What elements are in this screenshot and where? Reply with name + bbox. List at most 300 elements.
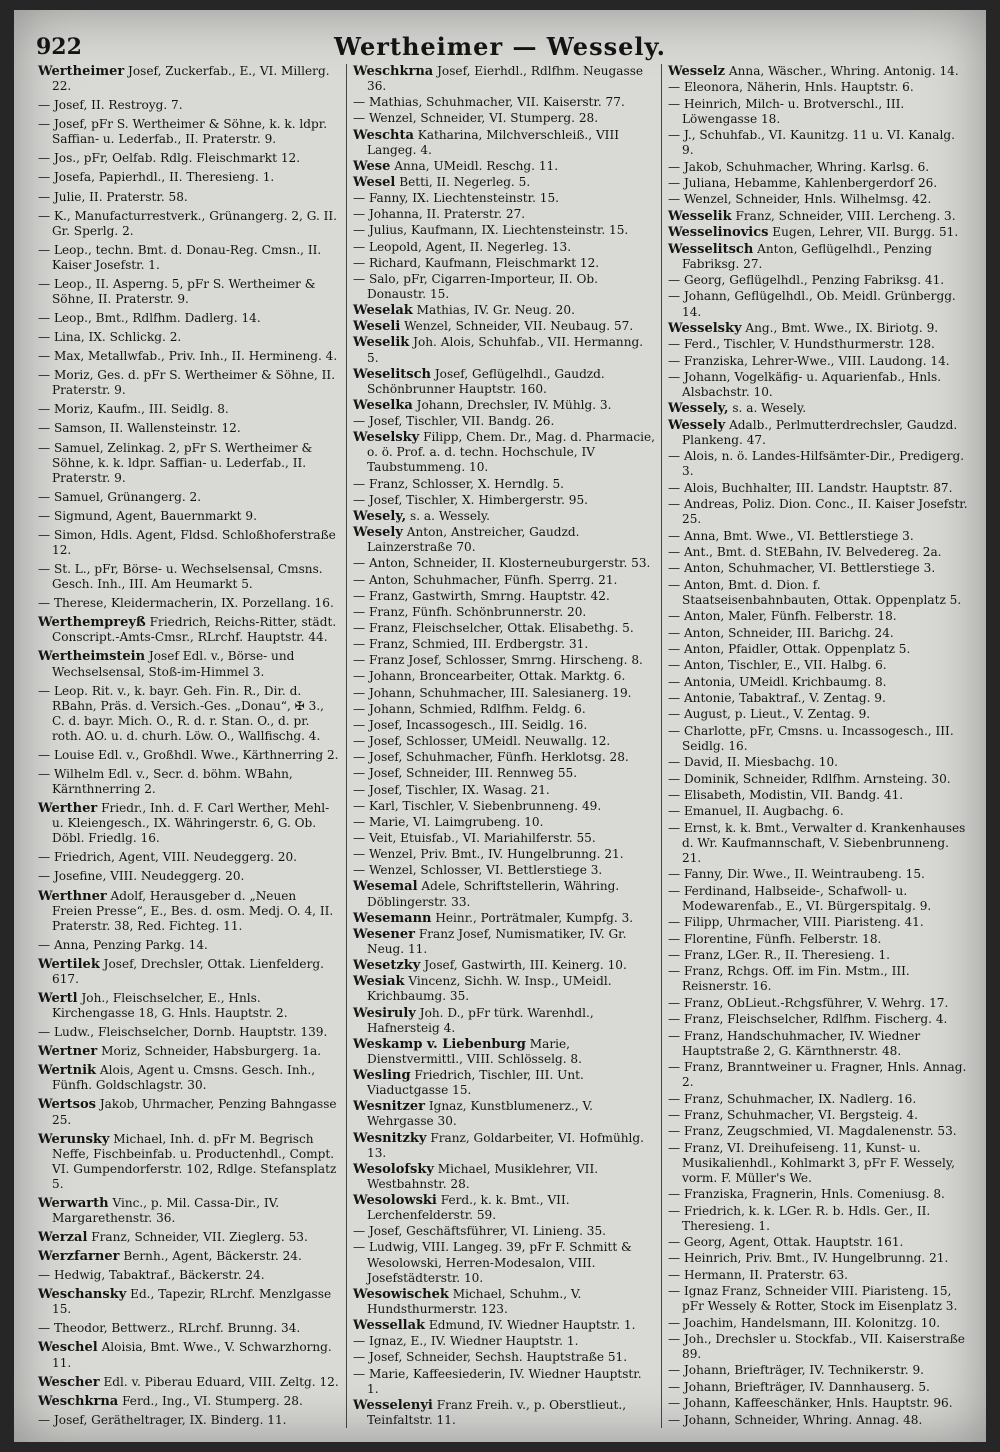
entry-text: — Franz, Fleischselcher, Rdlfhm. Fischerg. 4. [668,1012,948,1027]
entry-text: — Anton, Schneider, II. Klosterneuburgerstr. 53. [353,556,651,571]
entry-text: Eugen, Lehrer, VII. Burgg. 51. [768,225,959,240]
entry-text: — Franz, Schuhmacher, IX. Nadlerg. 16. [668,1091,917,1106]
directory-entry [668,1060,970,1090]
directory-entry [668,289,970,319]
directory-entry [38,1249,340,1264]
directory-entry [38,368,340,398]
directory-entry [668,1251,970,1266]
directory-entry [668,1413,970,1428]
directory-entry [353,1318,655,1333]
directory-entry [668,1092,970,1107]
entry-text: — Johann, Briefträger, IV. Technikerstr. 9. [668,1363,924,1378]
entry-text: Joh. Alois, Schuhfab., VII. Hermanng. 5. [367,335,644,365]
directory-entry [668,209,970,224]
directory-entry [668,529,970,544]
directory-entry [353,223,655,238]
entry-text: — Josef, Schuhmacher, Fünfh. Herklotsg. 28. [353,750,629,765]
directory-entry [38,1230,340,1245]
directory-entry [38,596,340,611]
directory-entry [353,1367,655,1397]
directory-entry [353,1287,655,1317]
directory-entry [668,1124,970,1139]
entry-text: — Josef, Schlosser, UMeidl. Neuwallg. 12. [353,734,611,749]
entry-surname: Wertl [38,990,78,1006]
entry-surname: Weschkrna [38,1393,119,1409]
entry-text: — Johann, Schmied, Rdlfhm. Feldg. 6. [353,701,586,716]
directory-entry [353,637,655,652]
entry-surname: Weschansky [38,1287,127,1303]
entry-text: Adolf, Herausgeber d. „Neuen Freien Presse“, E., Bes. d. osm. Medj. O. 4, II. Praterstr. 38, Red. Fichteg. 11. [52,888,334,933]
entry-text: — Wenzel, Schneider, VI. Stumperg. 28. [353,111,599,126]
directory-entry [353,272,655,302]
entry-text: — Franziska, Lehrer-Wwe., VIII. Laudong. 14. [668,353,950,368]
entry-text: — Ernst, k. k. Bmt., Verwalter d. Krankenhauses d. Wr. Kaufmannschaft, V. Siebenbrunneng. 21. [668,820,966,865]
entry-surname: Weselsky [353,430,420,446]
directory-entry [353,702,655,717]
directory-entry [668,932,970,947]
entry-surname: Wesiruly [353,1005,416,1021]
directory-entry [353,879,655,909]
directory-entry [353,493,655,508]
entry-text: — Fanny, IX. Liechtensteinstr. 15. [353,191,560,206]
entry-text: — Wilhelm Edl. v., Secr. d. böhm. WBahn, Kärnthnerring 2. [38,766,293,797]
entry-text: — Samuel, Grünangerg. 2. [38,489,202,504]
directory-entry [668,675,970,690]
entry-text: — Marie, VI. Laimgrubeng. 10. [353,814,544,829]
entry-text: — Franz, Fleischselcher, Ottak. Elisabethg. 5. [353,620,634,635]
entry-surname: Wesselz [668,64,726,79]
entry-text: — Ludw., Fleischselcher, Dornb. Hauptstr. 139. [38,1025,328,1040]
directory-entry [668,642,970,657]
entry-text: — Andreas, Poliz. Dion. Conc., II. Kaiser Josefstr. 25. [668,497,968,527]
entry-text: Jakob, Uhrmacher, Penzing Bahngasse 25. [52,1097,337,1127]
directory-entry [668,128,970,158]
entry-text: — Therese, Kleidermacherin, IX. Porzellang. 16. [38,596,334,611]
directory-entry [668,242,970,272]
directory-entry [353,525,655,555]
directory-entry [668,80,970,95]
directory-entry [668,1332,970,1362]
entry-text: — Anna, Penzing Parkg. 14. [38,937,208,952]
directory-entry [353,1334,655,1349]
entry-text: Edmund, IV. Wiedner Hauptstr. 1. [425,1318,636,1333]
entry-text: Anna, Wäscher., Whring. Antonig. 14. [725,64,959,78]
directory-entry [668,225,970,240]
directory-entry [668,658,970,673]
entry-text: Marie, Dienstvermittl., VIII. Schlösselg. 8. [367,1036,582,1066]
entry-text: Katharina, Milchverschleiß., VIII Langeg. 4. [367,127,620,157]
entry-text: — Wenzel, Schlosser, VI. Bettlerstiege 3. [353,863,603,878]
directory-entry [38,957,340,987]
directory-entry [353,718,655,733]
directory-entry [353,64,655,94]
entry-text: — Ignaz, E., IV. Wiedner Hauptstr. 1. [353,1334,579,1349]
directory-entry [353,958,655,973]
directory-entry [353,159,655,174]
directory-entry [353,335,655,365]
entry-surname: Wescher [38,1374,100,1390]
entry-surname: Wesling [353,1068,411,1084]
entry-text: Aloisia, Bmt. Wwe., V. Schwarzhorng. 11. [52,1340,332,1370]
directory-entry [668,1187,970,1202]
entry-surname: Wesselinovics [668,225,769,241]
entry-text: — Anton, Bmt. d. Dion. f. Staatseisenbahnbauten, Ottak. Oppenplatz 5. [668,577,962,607]
entry-text: — Josef, Schneider, Sechsh. Hauptstraße 51. [353,1350,628,1365]
entry-text: — J., Schuhfab., VI. Kaunitzg. 11 u. VI. Kanalg. 9. [668,128,955,158]
directory-entry [668,449,970,479]
directory-entry [353,653,655,668]
entry-text: Josef, Geflügelhdl., Gaudzd. Schönbrunner Hauptstr. 160. [367,366,605,396]
entry-text: — David, II. Miesbachg. 10. [668,755,839,770]
entry-text: Friedrich, Reichs-Ritter, städt. Conscript.-Amts-Cmsr., RLrchf. Hauptstr. 44. [52,615,337,645]
entry-text: Franz Josef, Numismatiker, IV. Gr. Neug. 11. [367,926,627,956]
entry-text: — Dominik, Schneider, Rdlfhm. Arnsteing. 30. [668,771,951,786]
directory-entry [38,1268,340,1283]
directory-entry [353,367,655,397]
entry-text: — Richard, Kaufmann, Fleischmarkt 12. [353,255,600,270]
entry-text: — Johann, Vogelkäfig- u. Aquarienfab., Hnls. Alsbachstr. 10. [668,370,942,400]
directory-entry [38,402,340,417]
directory-entry [38,869,340,884]
directory-entry [353,414,655,429]
entry-text: — Florentine, Fünfh. Felberstr. 18. [668,931,882,946]
entry-text: — Anton, Pfaidler, Ottak. Oppenplatz 5. [668,641,911,656]
entry-surname: Wertner [38,1044,98,1060]
entry-text: — Johann, Briefträger, IV. Dannhauserg. 5. [668,1379,930,1394]
entry-surname: Wesowischek [353,1286,449,1302]
entry-text: — Leop., II. Asperng. 5, pFr S. Wertheimer & Söhne, II. Praterstr. 9. [38,276,316,306]
entry-text: — Joh., Drechsler u. Stockfab., VII. Kaiserstraße 89. [668,1332,965,1362]
entry-surname: Wesetzky [353,958,421,974]
entry-surname: Weselka [353,397,413,413]
entry-text: — Johann, Schuhmacher, III. Salesianerg. 19. [353,685,632,700]
directory-entry [668,915,970,930]
directory-entry [38,311,340,326]
entry-text: — Antonie, Tabaktraf., V. Zentag. 9. [668,691,886,706]
directory-entry [668,1141,970,1186]
entry-text: Vincenz, Sichh. W. Insp., UMeidl. Krichbaumg. 35. [367,974,612,1004]
directory-entry [668,1012,970,1027]
entry-surname: Wesselitsch [668,241,754,257]
directory-entry [668,884,970,914]
entry-text: Ferd., k. k. Bmt., VII. Lerchenfelderstr. 59. [367,1193,570,1223]
directory-entry [353,847,655,862]
entry-text: — Franz, Gastwirth, Smrng. Hauptstr. 42. [353,588,610,603]
directory-entry [668,964,970,994]
directory-entry [353,1193,655,1223]
directory-entry [668,497,970,527]
entry-text: — Franz, VI. Dreihufeiseng. 11, Kunst- u. Musikalienhdl., Kohlmarkt 3, pFr F. Wessely, vorm. F. Müller's We. [668,1140,955,1185]
entry-surname: Wesely, [353,508,407,524]
directory-entry [353,509,655,524]
directory-entry [353,589,655,604]
directory-entry [668,804,970,819]
entry-surname: Weselitsch [353,366,431,382]
directory-entry [353,319,655,334]
directory-entry [38,277,340,307]
directory-entry [668,418,970,448]
directory-entry [668,948,970,963]
entry-surname: Werther [38,801,98,817]
entry-text: — Josef, Geschäftsführer, VI. Linieng. 35. [353,1224,606,1239]
entry-text: — Ant., Bmt. d. StEBahn, IV. Belvedereg. 2a. [668,545,942,559]
entry-text: — Fanny, Dir. Wwe., II. Weintraubeng. 15. [668,867,925,882]
directory-entry [353,477,655,492]
entry-text: — Louise Edl. v., Großhdl. Wwe., Kärthnerring 2. [38,747,339,762]
directory-entry [38,330,340,345]
entry-surname: Wesemal [353,879,418,895]
directory-entry [38,1025,340,1040]
entry-text: — Anton, Schneider, III. Barichg. 24. [668,625,894,640]
directory-entry [353,815,655,830]
directory-entry [353,669,655,684]
directory-entry [353,1240,655,1285]
directory-entry [668,160,970,175]
entry-text: — Franz, Branntweiner u. Fragner, Hnls. Annag. 2. [668,1060,967,1090]
entry-surname: Wesiak [353,974,405,990]
directory-entry [353,911,655,926]
directory-entry [668,755,970,770]
entry-text: Filipp, Chem. Dr., Mag. d. Pharmacie, o. ö. Prof. a. d. techn. Hochschule, IV Taubstummeng. 10. [367,430,655,475]
entry-text: — Julie, II. Praterstr. 58. [38,189,188,204]
directory-entry [353,95,655,110]
entry-text: — Franz, ObLieut.-Rchgsführer, V. Wehrg. 17. [668,995,949,1010]
directory-entry [38,421,340,436]
directory-entry [38,349,340,364]
entry-text: — Josef, Schneider, III. Rennweg 55. [353,766,578,781]
entry-text: — Charlotte, pFr, Cmsns. u. Incassogesch., III. Seidlg. 16. [668,723,954,753]
entry-surname: Wese [353,158,391,174]
directory-entry [38,509,340,524]
entry-surname: Weselak [353,303,413,319]
directory-entry [353,398,655,413]
directory-entry [38,1063,340,1093]
entry-text: — Johann, Broncearbeiter, Ottak. Marktg. 6. [353,669,626,684]
directory-entry [38,938,340,953]
directory-entry [353,175,655,190]
directory-entry [668,97,970,127]
column-left [32,64,346,1428]
entry-text: Joh. D., pFr türk. Warenhdl., Hafnersteig 4. [367,1005,594,1035]
directory-entry [668,64,970,79]
entry-text: Josef, Zuckerfab., E., VI. Millerg. 22. [52,64,330,94]
entry-text: Alois, Agent u. Cmsns. Gesch. Inh., Fünfh. Goldschlagstr. 30. [52,1063,316,1093]
entry-text: — Filipp, Uhrmacher, VIII. Piaristeng. 41. [668,915,924,930]
entry-surname: Wertnik [38,1063,97,1079]
entry-text: — Johanna, II. Praterstr. 27. [353,207,526,222]
directory-entry [38,649,340,679]
entry-text: — Joachim, Handelsmann, III. Kolonitzg. 10. [668,1315,941,1330]
directory-entry [38,684,340,744]
entry-text: Josef, Gastwirth, III. Keinerg. 10. [420,958,627,973]
entry-text: — Salo, pFr, Cigarren-Importeur, II. Ob. Donaustr. 15. [353,271,598,301]
directory-entry [668,1108,970,1123]
entry-text: Moriz, Schneider, Habsburgerg. 1a. [97,1044,322,1059]
entry-text: Friedrich, Tischler, III. Unt. Viaductgasse 15. [367,1068,584,1098]
entry-surname: Wesselsky [668,320,742,336]
entry-text: — Eleonora, Näherin, Hnls. Hauptstr. 6. [668,80,914,95]
directory-entry [668,192,970,207]
entry-text: — Josef, pFr S. Wertheimer & Söhne, k. k. ldpr. Saffian- u. Lederfab., II. Praterstr. 9. [38,117,328,147]
entry-text: — Franz, Fünfh. Schönbrunnerstr. 20. [353,604,587,619]
entry-text: — Moriz, Kaufm., III. Seidlg. 8. [38,402,229,417]
entry-surname: Wessellak [353,1318,426,1334]
entry-text: — Johann, Schneider, Whring. Annag. 48. [668,1412,923,1427]
directory-entry [38,1321,340,1336]
entry-text: — Friedrich, Agent, VIII. Neudeggerg. 20. [38,850,298,865]
entry-text: Michael, Musiklehrer, VII. Westbahnstr. 28. [367,1161,599,1191]
directory-entry [668,370,970,400]
directory-entry [668,626,970,641]
directory-entry [668,707,970,722]
entry-text: Adalb., Perlmutterdrechsler, Gaudzd. Plankeng. 47. [682,417,958,447]
entry-text: Anton, Anstreicher, Gaudzd. Lainzerstraße 70. [367,525,580,555]
directory-entry [353,111,655,126]
directory-entry [38,850,340,865]
directory-entry [38,243,340,273]
entry-text: — Samson, II. Wallensteinstr. 12. [38,421,241,436]
entry-text: — Antonia, UMeidl. Krichbaumg. 8. [668,674,887,689]
entry-text: — Marie, Kaffeesiederin, IV. Wiedner Hauptstr. 1. [353,1366,642,1396]
entry-text: — Wenzel, Schneider, Hnls. Wilhelmsg. 42. [668,192,932,207]
entry-text: — K., Manufacturrestverk., Grünangerg. 2, G. II. Gr. Sperlg. 2. [38,208,338,238]
directory-entry [38,190,340,205]
directory-entry [38,1196,340,1226]
entry-text: Vinc., p. Mil. Cassa-Dir., IV. Margarethenstr. 36. [52,1195,280,1225]
directory-entry [38,528,340,558]
entry-text: — August, p. Lieut., V. Zentag. 9. [668,707,871,722]
directory-entry [668,821,970,866]
directory-entry [38,117,340,147]
directory-entry [353,1037,655,1067]
directory-entry [353,1350,655,1365]
entry-surname: Werwarth [38,1195,109,1211]
directory-entry [668,867,970,882]
entry-text: — Anton, Maler, Fünfh. Felberstr. 18. [668,609,897,624]
directory-entry [668,481,970,496]
entry-text: — Elisabeth, Modistin, VII. Bandg. 41. [668,788,904,803]
directory-entry [38,889,340,934]
entry-text: Franz, Schneider, VII. Zieglerg. 53. [87,1230,308,1245]
entry-text: Anton, Geflügelhdl., Penzing Fabriksg. 27. [682,241,932,271]
entry-text: Betti, II. Negerleg. 5. [395,174,531,189]
entry-text: — Julius, Kaufmann, IX. Liechtensteinstr. 15. [353,223,629,238]
entry-surname: Wertheimer [38,64,125,79]
entry-text: — Ludwig, VIII. Langeg. 39, pFr F. Schmitt & Wesolowski, Herren-Modesalon, VIII. Josefstädterstr. 10. [353,1240,632,1285]
entry-text: Edl. v. Piberau Eduard, VIII. Zeltg. 12. [99,1374,339,1389]
directory-entry [38,1287,340,1317]
entry-text: Josef, Drechsler, Ottak. Lienfelderg. 617. [52,956,324,986]
entry-text: — Josef, Tischler, VII. Bandg. 26. [353,414,555,429]
entry-text: — Johann, Kaffeeschänker, Hnls. Hauptstr. 96. [668,1396,953,1411]
directory-entry [353,128,655,158]
entry-text: — Ferdinand, Halbseide-, Schafwoll- u. Modewarenfab., E., VI. Bürgerspitalg. 9. [668,883,932,913]
directory-entry [38,767,340,797]
entry-text: — Simon, Hdls. Agent, Fldsd. Schloßhoferstraße 12. [38,527,336,557]
directory-entry [38,748,340,763]
entry-text: — Samuel, Zelinkag. 2, pFr S. Wertheimer & Söhne, k. k. ldpr. Saffian- u. Lederfab., II. Praterstr. 9. [38,440,313,485]
directory-entry [668,1029,970,1059]
directory-entry [353,1162,655,1192]
entry-text: — Wenzel, Priv. Bmt., IV. Hungelbrunng. 21. [353,847,624,862]
entry-text: s. a. Wesely. [728,401,807,416]
entry-surname: Weseli [353,319,401,335]
directory-entry [38,441,340,486]
entry-text: — Alois, n. ö. Landes-Hilfsämter-Dir., Predigerg. 3. [668,449,965,479]
directory-entry [38,1340,340,1370]
entry-text: — Leop., Bmt., Rdlfhm. Dadlerg. 14. [38,311,261,326]
entry-text: Mathias, IV. Gr. Neug. 20. [412,303,575,318]
entry-surname: Weschta [353,127,414,143]
directory-entry [353,766,655,781]
entry-text: — Theodor, Bettwerz., RLrchf. Brunng. 34. [38,1321,301,1336]
entry-text: — Ferd., Tischler, V. Hundsthurmerstr. 128. [668,337,935,352]
directory-entry [668,609,970,624]
entry-surname: Weschkrna [353,64,434,79]
entry-text: Josef, Eierhdl., Rdlfhm. Neugasse 36. [367,64,644,94]
entry-surname: Weskamp v. Liebenburg [353,1036,526,1052]
entry-text: — Heinrich, Priv. Bmt., IV. Hungelbrunng. 21. [668,1251,949,1266]
entry-text: — Anton, Tischler, E., VII. Halbg. 6. [668,658,887,673]
entry-text: — Friedrich, k. k. LGer. R. b. Hdls. Ger., II. Theresieng. 1. [668,1203,931,1233]
directory-entry [353,863,655,878]
entry-text: Josef Edl. v., Börse- und Wechselsensal, Stoß-im-Himmel 3. [52,649,295,679]
directory-entry [668,1316,970,1331]
entry-text: — Josefine, VIII. Neudeggerg. 20. [38,869,245,884]
entry-text: — Josef, Incassogesch., III. Seidlg. 16. [353,717,588,732]
entry-text: Friedr., Inh. d. F. Carl Werther, Mehl- u. Kleiengesch., IX. Währingerstr. 6, G. Ob. Döbl. Friedlg. 16. [52,801,330,846]
directory-entry [353,799,655,814]
entry-surname: Wesolofsky [353,1161,434,1177]
directory-entry [668,561,970,576]
entry-surname: Werzal [38,1230,88,1246]
directory-entry [668,337,970,352]
directory-entry [668,401,970,416]
columns [32,64,976,1428]
entry-text: — Franz, Schmied, III. Erdbergstr. 31. [353,637,589,652]
entry-text: s. a. Wessely. [406,508,490,523]
entry-text: Wenzel, Schneider, VII. Neubaug. 57. [400,319,634,334]
entry-surname: Werthner [38,888,107,904]
directory-entry [38,991,340,1021]
entry-text: — Sigmund, Agent, Bauernmarkt 9. [38,508,257,523]
entry-text: — Josef, Gerätheltrager, IX. Binderg. 11. [38,1412,287,1427]
entry-surname: Werzfarner [38,1249,120,1265]
entry-text: Joh., Fleischselcher, E., Hnls. Kirchengasse 18, G. Hnls. Hauptstr. 2. [52,990,288,1021]
directory-entry [353,1398,655,1428]
entry-text: — Franz, Handschuhmacher, IV. Wiedner Hauptstraße 2, G. Kärnthnerstr. 48. [668,1028,921,1058]
directory-entry [353,927,655,957]
entry-text: — Franz Josef, Schlosser, Smrng. Hirscheng. 8. [353,653,643,668]
entry-text: — Franz, Schuhmacher, VI. Bergsteig. 4. [668,1107,918,1122]
column-middle [346,64,661,1428]
directory-entry [668,176,970,191]
entry-text: — Josef, Tischler, IX. Wasag. 21. [353,782,550,797]
directory-entry [668,1380,970,1395]
entry-surname: Werthempreyß [38,615,146,631]
entry-surname: Wesselik [668,208,732,224]
entry-text: Franz, Schneider, VIII. Lercheng. 3. [731,208,956,223]
directory-entry [353,621,655,636]
directory-entry [38,1044,340,1059]
entry-text: — St. L., pFr, Börse- u. Wechselsensal, Cmsns. Gesch. Inh., III. Am Heumarkt 5. [38,562,323,592]
directory-entry [668,273,970,288]
entry-text: — Franz, Zeugschmied, VI. Magdalenenstr. 53. [668,1124,957,1139]
entry-text: — Anton, Schuhmacher, Fünfh. Sperrg. 21. [353,572,618,587]
directory-entry [38,64,340,94]
entry-text: — Alois, Buchhalter, III. Landstr. Hauptstr. 87. [668,480,953,495]
entry-text: — Lina, IX. Schlickg. 2. [38,330,182,345]
